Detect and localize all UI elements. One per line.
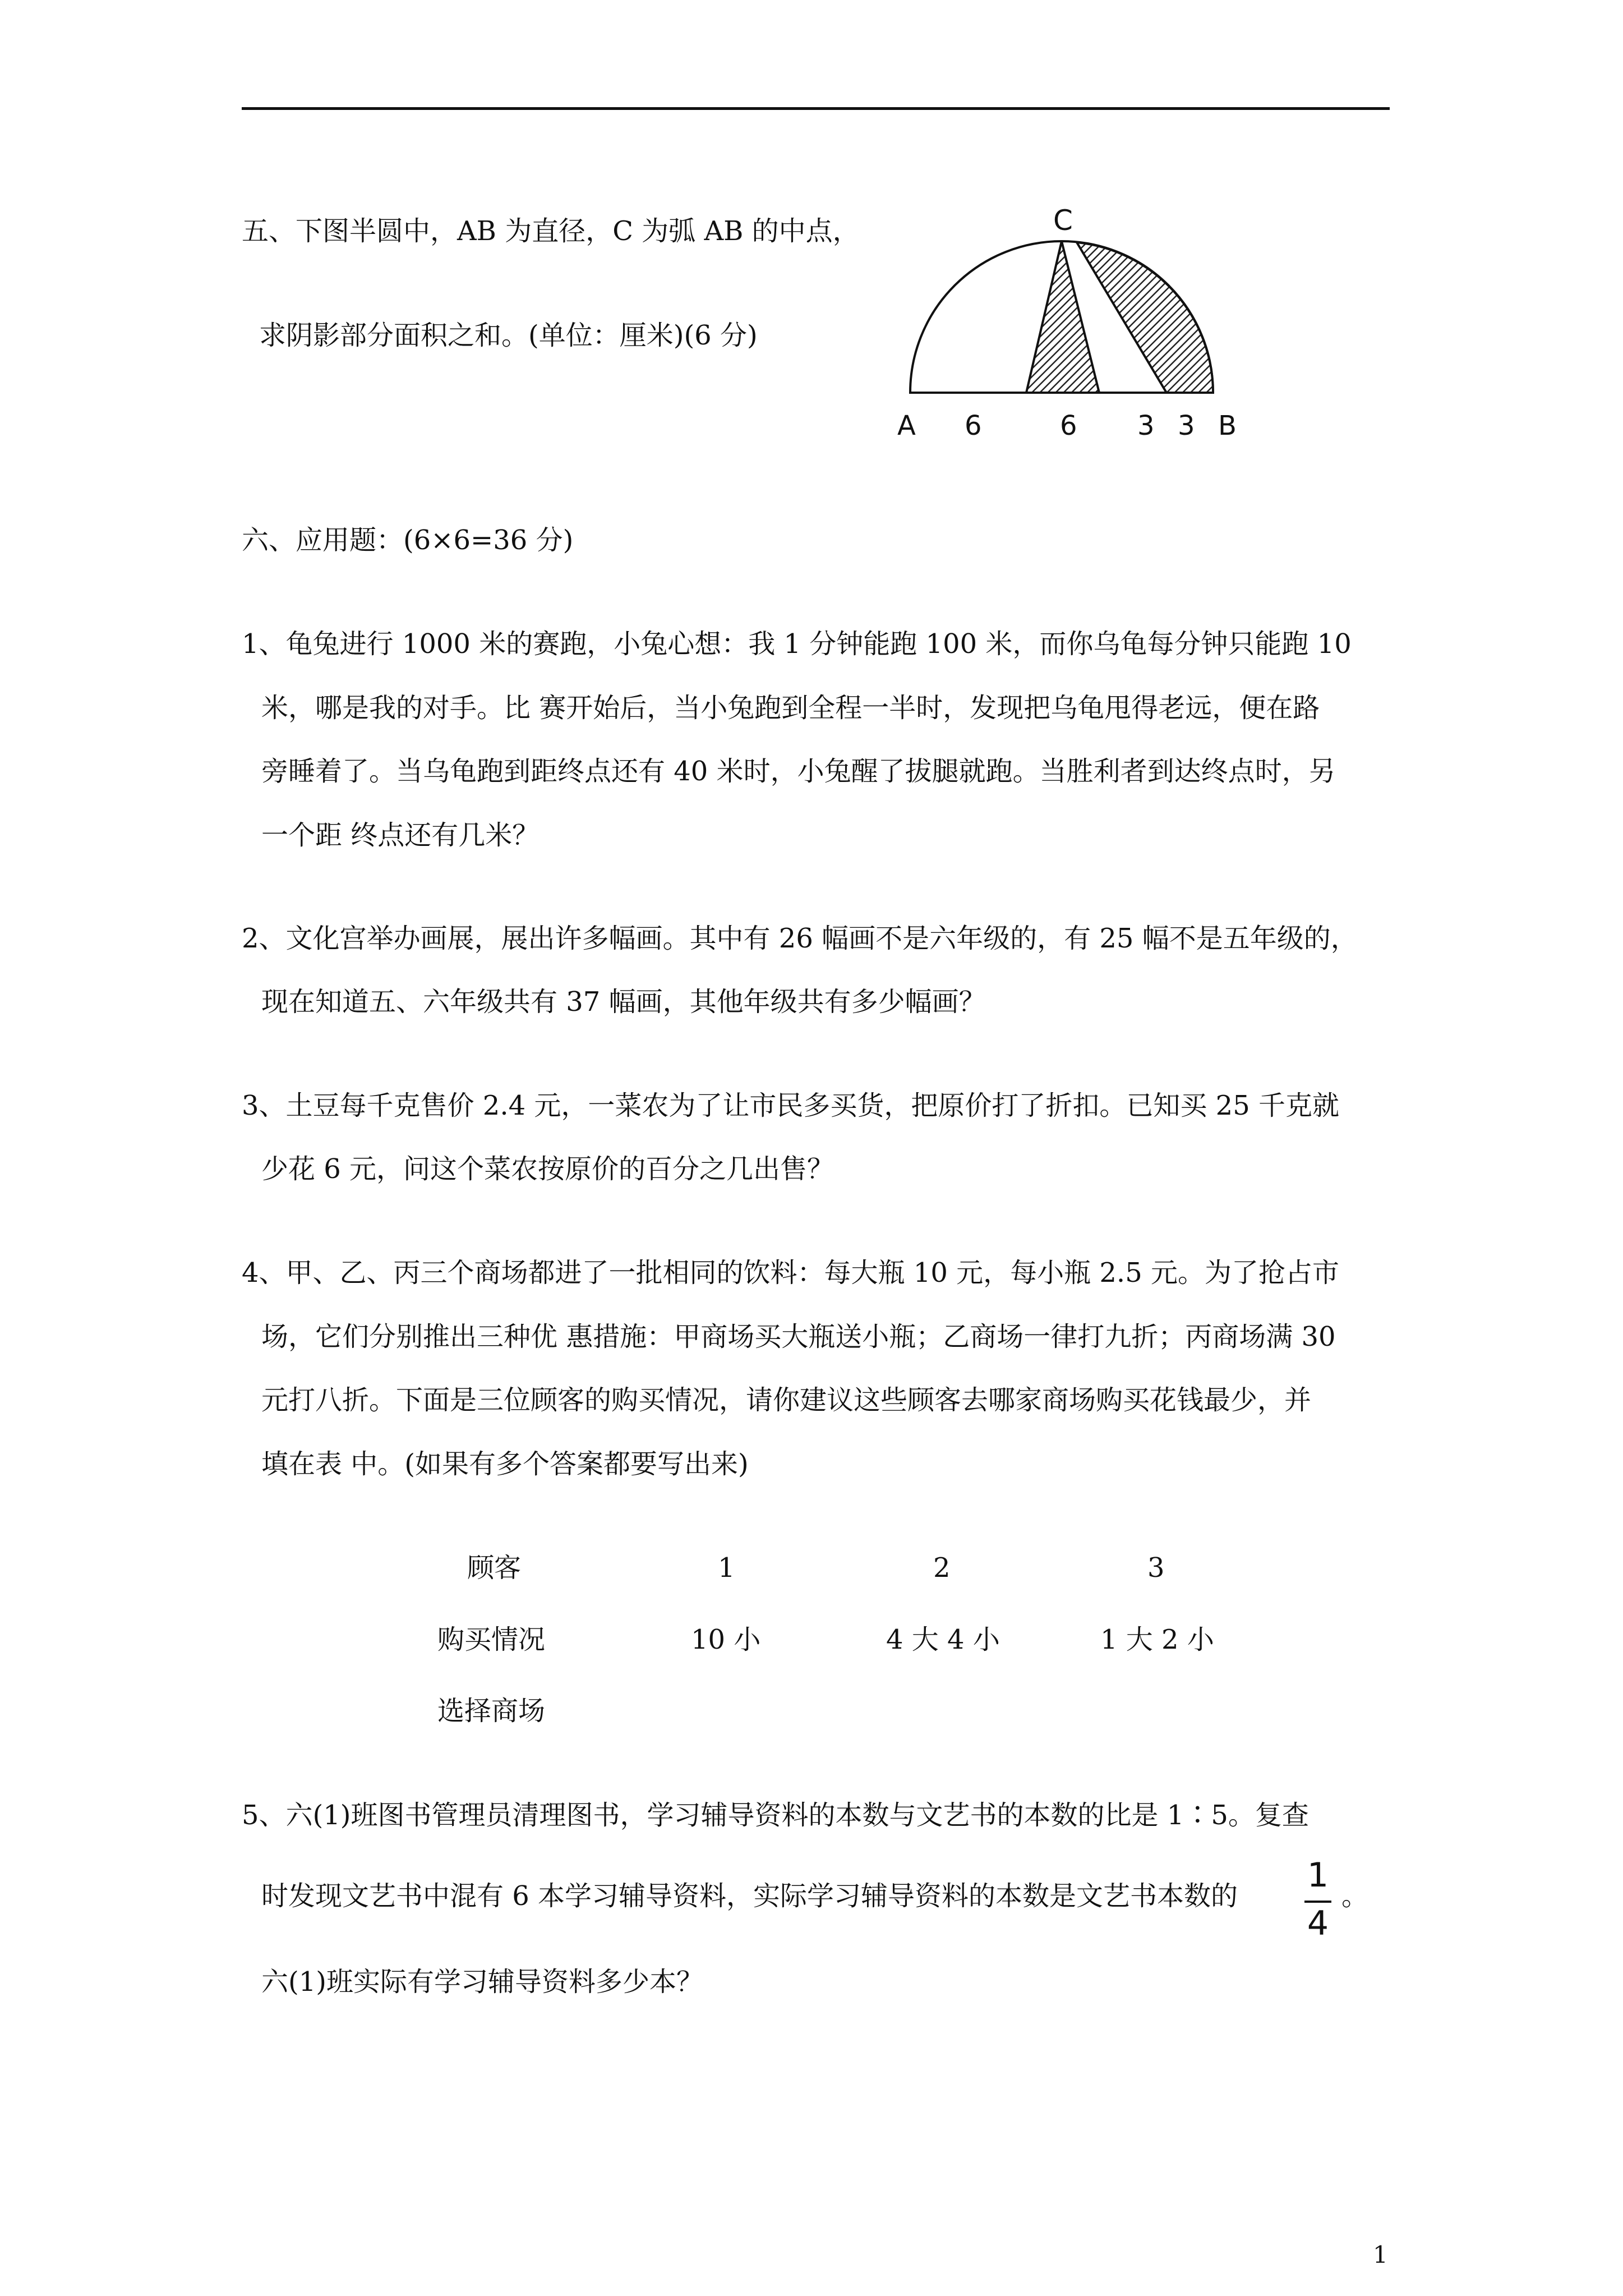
table-cell: 选择商场 <box>437 1695 546 1727</box>
q2-line2: 现在知道五、六年级共有 37 幅画，其他年级共有多少幅画？ <box>261 986 986 1018</box>
shaded-triangle <box>1026 241 1099 393</box>
section5-line1: 五、下图半圆中，AB 为直径，C 为弧 AB 的中点， <box>242 215 860 247</box>
table-cell: 10 小 <box>691 1624 761 1655</box>
q5-line3: 六(1)班实际有学习辅导资料多少本？ <box>261 1966 703 1998</box>
q3-line1: 3、土豆每千克售价 2.4 元，一菜农为了让市民多买货，把原价打了折扣。已知买 25 千克就 <box>242 1090 1339 1121</box>
table-cell: 4 大 4 小 <box>886 1624 1000 1655</box>
table-cell: 顾客 <box>467 1552 522 1584</box>
point-b-label: B <box>1218 410 1237 441</box>
semicircle-figure <box>886 196 1256 443</box>
q5-line2: 时发现文艺书中混有 6 本学习辅导资料，实际学习辅导资料的本数是文艺书本数的 <box>261 1880 1238 1912</box>
segment-label-4: 3 <box>1178 410 1195 441</box>
table-cell: 3 <box>1147 1552 1165 1584</box>
fraction-denominator: 4 <box>1307 1904 1329 1943</box>
segment-label-2: 6 <box>1060 410 1077 441</box>
q5-line1: 5、六(1)班图书管理员清理图书，学习辅导资料的本数与文艺书的本数的比是 1∶5。复查 <box>242 1800 1309 1831</box>
table-cell: 2 <box>933 1552 951 1584</box>
header-rule <box>242 107 1390 110</box>
segment-label-1: 6 <box>965 410 982 441</box>
fraction-bar <box>1304 1901 1331 1903</box>
q2-line1: 2、文化宫举办画展，展出许多幅画。其中有 26 幅画不是六年级的，有 25 幅不是五年级的， <box>242 923 1358 954</box>
table-cell: 购买情况 <box>437 1624 546 1655</box>
q4-line2: 场，它们分别推出三种优 惠措施：甲商场买大瓶送小瓶；乙商场一律打九折；丙商场满 30 <box>261 1321 1336 1352</box>
q1-line4: 一个距 终点还有几米？ <box>261 820 540 851</box>
table-cell: 1 <box>718 1552 735 1584</box>
fraction-numerator: 1 <box>1307 1856 1329 1895</box>
page-number: 1 <box>1373 2241 1388 2269</box>
point-c-label: C <box>1053 204 1073 237</box>
q1-line2: 米，哪是我的对手。比 赛开始后，当小兔跑到全程一半时，发现把乌龟甩得老远，便在路 <box>261 692 1320 724</box>
q4-line1: 4、甲、乙、丙三个商场都进了一批相同的饮料：每大瓶 10 元，每小瓶 2.5 元。为了抢占市 <box>242 1257 1339 1289</box>
q3-line2: 少花 6 元，问这个菜农按原价的百分之几出售？ <box>261 1153 834 1185</box>
q1-line1: 1、龟兔进行 1000 米的赛跑，小兔心想：我 1 分钟能跑 100 米，而你乌龟每分钟只能跑 10 <box>242 628 1352 660</box>
q5-line2-end: 。 <box>1341 1880 1369 1912</box>
point-a-label: A <box>897 410 916 441</box>
q4-line3: 元打八折。下面是三位顾客的购买情况，请你建议这些顾客去哪家商场购买花钱最少，并 <box>261 1384 1312 1416</box>
segment-label-3: 3 <box>1137 410 1155 441</box>
q4-line4: 填在表 中。(如果有多个答案都要写出来) <box>261 1448 749 1480</box>
table-cell: 1 大 2 小 <box>1100 1624 1214 1655</box>
section5-line2: 求阴影部分面积之和。(单位：厘米)(6 分) <box>259 320 758 351</box>
section6-title: 六、应用题：(6×6=36 分) <box>242 524 574 556</box>
q1-line3: 旁睡着了。当乌龟跑到距终点还有 40 米时，小兔醒了拔腿就跑。当胜利者到达终点时，另 <box>261 756 1336 787</box>
